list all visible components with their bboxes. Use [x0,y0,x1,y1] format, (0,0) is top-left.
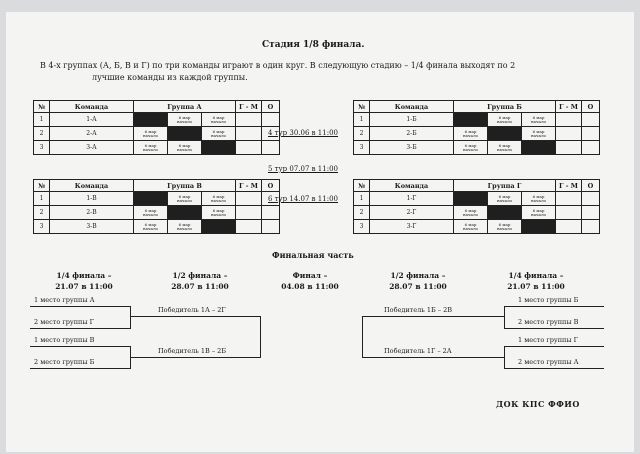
goals-cell [236,127,262,141]
match-cell-note: начало [530,118,547,124]
bracket-right-slot-3: 1 место группы Г [518,336,578,344]
row-number: 2 [354,206,370,220]
match-cell-date: 6 мар [532,114,545,120]
group-row [34,127,280,141]
round-final-date: 04.08 в 11:00 [281,282,339,291]
group-name: Группа Г [454,180,556,192]
bracket-line [130,306,131,329]
group-row [34,141,280,155]
match-cell-note: начало [462,211,479,217]
match-cell [454,127,488,141]
match-cell-note: начало [142,132,159,138]
group-row [354,113,600,127]
team-name: 1-А [50,113,134,127]
points-cell [262,206,280,220]
bracket-line [504,368,604,369]
match-cell [134,127,168,141]
team-name: 2-А [50,127,134,141]
match-cell-date: 6 мар [498,114,511,120]
header-team: Команда [50,101,134,113]
match-cell-note: начало [176,197,193,203]
row-number: 1 [34,113,50,127]
bracket-left-slot-2: 2 место группы Г [34,318,94,326]
row-number: 2 [354,127,370,141]
match-cell-note: начало [496,225,513,231]
match-cell-note: начало [210,211,227,217]
goals-cell [556,192,582,206]
round-final-name: Финал – [292,271,328,280]
match-cell-date: 6 мар [144,221,157,227]
points-cell [582,113,600,127]
bracket-line [362,357,504,358]
diagonal-cell [454,192,488,206]
bracket-sf-left-1: Победитель 1А – 2Г [158,306,226,314]
match-cell-date: 6 мар [212,207,225,213]
round-qf-right [496,270,576,292]
match-cell [488,113,522,127]
group-table-g [353,179,600,234]
match-cell-note: начало [496,118,513,124]
team-name: 3-Б [370,141,454,155]
match-cell [488,220,522,234]
match-cell [454,141,488,155]
intro-line-1: В 4-х группах (А, Б, В и Г) по три команды играют в один круг. В следующую стадию – 1/4 финала выходят по 2 [40,61,516,70]
goals-cell [556,127,582,141]
goals-cell [236,206,262,220]
match-cell [202,192,236,206]
group-row [354,220,600,234]
group-header-row [34,101,280,113]
match-cell-date: 6 мар [178,114,191,120]
bracket-line [504,346,505,369]
group-header-row [354,101,600,113]
intro-text [40,60,600,84]
match-cell [522,127,556,141]
match-cell-date: 6 мар [212,193,225,199]
team-name: 3-Г [370,220,454,234]
group-row [354,127,600,141]
round-sf-right-name: 1/2 финала – [390,271,446,280]
match-cell-note: начало [496,197,513,203]
match-cell-date: 6 мар [178,142,191,148]
group-name: Группа А [134,101,236,113]
match-cell-note: начало [530,211,547,217]
match-cell-date: 6 мар [532,128,545,134]
header-team: Команда [370,101,454,113]
header-gm: Г - М [236,101,262,113]
header-gm: Г - М [556,101,582,113]
match-cell-note: начало [142,211,159,217]
match-cell [168,141,202,155]
goals-cell [556,113,582,127]
match-cell-date: 6 мар [532,193,545,199]
points-cell [582,141,600,155]
header-no: № [34,101,50,113]
match-cell-note: начало [176,225,193,231]
team-name: 3-В [50,220,134,234]
match-cell-note: начало [530,132,547,138]
intro-line-2: лучшие команды из каждой группы. [92,73,248,82]
team-name: 1-В [50,192,134,206]
row-number: 3 [354,141,370,155]
points-cell [582,206,600,220]
row-number: 3 [34,141,50,155]
match-cell-date: 6 мар [498,142,511,148]
match-cell-note: начало [176,118,193,124]
team-name: 3-А [50,141,134,155]
row-number: 2 [34,127,50,141]
match-cell-note: начало [530,197,547,203]
diagonal-cell [202,220,236,234]
bracket-line [30,306,130,307]
match-cell [168,113,202,127]
match-cell-note: начало [496,146,513,152]
bracket-line [260,316,261,358]
group-row [34,113,280,127]
bracket-line [504,306,505,329]
match-cell [134,141,168,155]
bracket-line [30,328,130,329]
bracket-sf-right-1: Победитель 1Б – 2В [384,306,453,314]
round-qf-left [44,270,124,292]
group-table-v [33,179,280,234]
group-row [354,141,600,155]
bracket-line [504,306,604,307]
points-cell [582,192,600,206]
match-cell [168,192,202,206]
group-row [354,206,600,220]
team-name: 2-Г [370,206,454,220]
row-number: 3 [354,220,370,234]
match-cell-date: 6 мар [178,193,191,199]
match-cell [134,206,168,220]
group-row [34,192,280,206]
goals-cell [236,141,262,155]
diagonal-cell [168,127,202,141]
bracket-right-slot-4: 2 место группы А [518,358,579,366]
bracket-sf-right-2: Победитель 1Г – 2А [384,347,452,355]
match-cell-date: 6 мар [144,142,157,148]
round-sf-left-date: 28.07 в 11:00 [171,282,229,291]
team-name: 2-В [50,206,134,220]
match-cell-date: 6 мар [212,128,225,134]
match-cell-date: 6 мар [144,207,157,213]
bracket-sf-left-2: Победитель 1В – 2Б [158,347,227,355]
diagonal-cell [522,141,556,155]
final-part-title: Финальная часть [272,250,354,260]
match-cell-note: начало [210,132,227,138]
points-cell [262,220,280,234]
match-cell-date: 6 мар [464,128,477,134]
diagonal-cell [488,206,522,220]
match-cell [134,220,168,234]
header-o: О [262,101,280,113]
header-o: О [262,180,280,192]
bracket-line [504,328,604,329]
group-row [354,192,600,206]
row-number: 1 [354,113,370,127]
goals-cell [236,113,262,127]
page-title: Стадия 1/8 финала. [262,40,365,50]
bracket-line [30,346,130,347]
round-sf-right [378,270,458,292]
round-sf-left [160,270,240,292]
match-cell [522,206,556,220]
match-cell [202,206,236,220]
group-row [34,220,280,234]
bracket-left-slot-1: 1 место группы А [34,296,95,304]
tour-5-label: 5 тур 07.07 в 11:00 [268,165,338,173]
goals-cell [556,141,582,155]
team-name: 2-Б [370,127,454,141]
match-cell [454,220,488,234]
points-cell [582,220,600,234]
row-number: 1 [354,192,370,206]
match-cell [202,113,236,127]
bracket-line [130,357,260,358]
tour-4-label: 4 тур 30.06 в 11:00 [268,129,338,137]
match-cell [454,206,488,220]
goals-cell [236,220,262,234]
match-cell-date: 6 мар [464,142,477,148]
points-cell [582,127,600,141]
team-name: 1-Б [370,113,454,127]
round-qf-right-name: 1/4 финала – [508,271,564,280]
team-name: 1-Г [370,192,454,206]
match-cell-date: 6 мар [464,221,477,227]
header-o: О [582,101,600,113]
round-sf-right-date: 28.07 в 11:00 [389,282,447,291]
match-cell-note: начало [462,146,479,152]
match-cell [522,192,556,206]
header-gm: Г - М [236,180,262,192]
round-sf-left-name: 1/2 финала – [172,271,228,280]
bracket-left-slot-3: 1 место группы В [34,336,95,344]
header-no: № [354,101,370,113]
group-header-row [354,180,600,192]
diagonal-cell [488,127,522,141]
bracket-line [362,316,363,358]
group-name: Группа Б [454,101,556,113]
match-cell-date: 6 мар [178,221,191,227]
round-qf-left-date: 21.07 в 11:00 [55,282,113,291]
header-gm: Г - М [556,180,582,192]
match-cell-note: начало [210,197,227,203]
bracket-right-slot-1: 1 место группы Б [518,296,579,304]
diagonal-cell [522,220,556,234]
match-cell-note: начало [210,118,227,124]
match-cell-date: 6 мар [498,221,511,227]
match-cell-date: 6 мар [532,207,545,213]
diagonal-cell [168,206,202,220]
diagonal-cell [134,192,168,206]
row-number: 2 [34,206,50,220]
row-number: 1 [34,192,50,206]
header-team: Команда [370,180,454,192]
match-cell-note: начало [142,146,159,152]
group-header-row [34,180,280,192]
header-no: № [34,180,50,192]
match-cell-note: начало [176,146,193,152]
header-no: № [354,180,370,192]
match-cell [522,113,556,127]
group-name: Группа В [134,180,236,192]
group-table-a [33,100,280,155]
header-team: Команда [50,180,134,192]
goals-cell [556,220,582,234]
round-qf-right-date: 21.07 в 11:00 [507,282,565,291]
row-number: 3 [34,220,50,234]
diagonal-cell [134,113,168,127]
bracket-right-slot-2: 2 место группы В [518,318,579,326]
round-qf-left-name: 1/4 финала – [56,271,112,280]
match-cell [488,141,522,155]
match-cell [202,127,236,141]
points-cell [262,113,280,127]
bracket-line [30,368,130,369]
match-cell [168,220,202,234]
match-cell [488,192,522,206]
match-cell-note: начало [142,225,159,231]
points-cell [262,141,280,155]
group-row [34,206,280,220]
bracket-left-slot-4: 2 место группы Б [34,358,95,366]
header-o: О [582,180,600,192]
goals-cell [556,206,582,220]
match-cell-note: начало [462,132,479,138]
group-table-b [353,100,600,155]
round-final [270,270,350,292]
goals-cell [236,192,262,206]
diagonal-cell [454,113,488,127]
match-cell-date: 6 мар [464,207,477,213]
match-cell-date: 6 мар [144,128,157,134]
footer-organization: ДОК КПС ФФИО [496,399,580,409]
match-cell-date: 6 мар [212,114,225,120]
bracket-line [130,316,260,317]
bracket-line [362,316,504,317]
bracket-line [504,346,604,347]
match-cell-note: начало [462,225,479,231]
match-cell-date: 6 мар [498,193,511,199]
diagonal-cell [202,141,236,155]
tour-6-label: 6 тур 14.07 в 11:00 [268,195,338,203]
